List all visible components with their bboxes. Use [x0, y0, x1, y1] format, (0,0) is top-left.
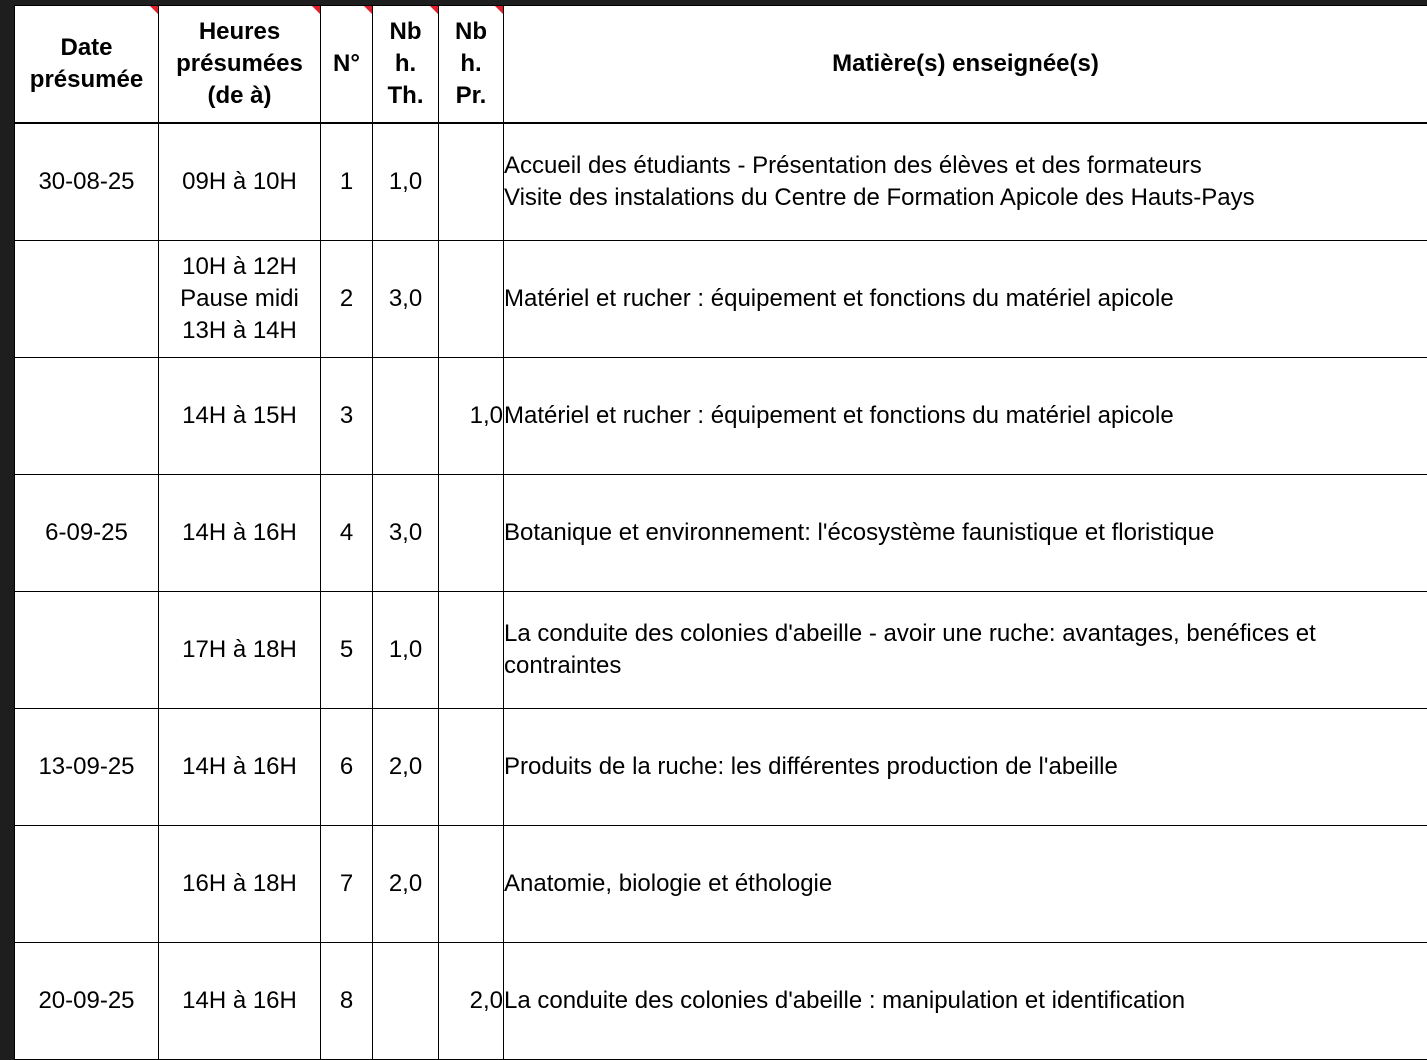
cell-heures[interactable]: [159, 475, 321, 592]
header-date-line: présumée: [15, 64, 158, 96]
header-num-label: N°: [333, 50, 360, 77]
cell-num[interactable]: 8: [321, 943, 373, 1060]
table-row: [15, 241, 1427, 358]
cell-date[interactable]: [15, 592, 159, 709]
header-heures[interactable]: [159, 6, 321, 124]
cell-matiere-line: Matériel et rucher : équipement et fonctions du matériel apicole: [504, 400, 1427, 432]
header-row: [15, 6, 1427, 124]
cell-heures[interactable]: [159, 592, 321, 709]
table-row: [15, 358, 1427, 475]
cell-heures[interactable]: [159, 826, 321, 943]
cell-matiere-line: Visite des instalations du Centre de Formation Apicole des Hauts-Pays: [504, 182, 1427, 214]
header-nb-h-pr[interactable]: [439, 6, 504, 124]
cell-nb-pr[interactable]: [439, 826, 504, 943]
cell-nb-th[interactable]: 2,0: [373, 709, 439, 826]
header-matiere-label: Matière(s) enseignée(s): [832, 50, 1099, 77]
cell-num[interactable]: 2: [321, 241, 373, 358]
cell-matiere[interactable]: [504, 241, 1427, 358]
cell-num[interactable]: 4: [321, 475, 373, 592]
cell-date[interactable]: [15, 826, 159, 943]
header-num[interactable]: [321, 6, 373, 124]
table-row: [15, 123, 1427, 241]
cell-nb-pr[interactable]: 2,0: [439, 943, 504, 1060]
cell-heures-line: 14H à 16H: [159, 985, 320, 1017]
comment-indicator-icon[interactable]: [430, 6, 438, 14]
cell-nb-th[interactable]: 3,0: [373, 475, 439, 592]
cell-heures-line: 14H à 16H: [159, 517, 320, 549]
table-row: [15, 943, 1427, 1060]
cell-heures[interactable]: [159, 943, 321, 1060]
header-nbth-line: h.: [373, 48, 438, 80]
cell-matiere-line: Anatomie, biologie et éthologie: [504, 868, 1427, 900]
cell-heures[interactable]: [159, 123, 321, 241]
cell-matiere-line: Botanique et environnement: l'écosystème faunistique et floristique: [504, 517, 1427, 549]
cell-nb-th[interactable]: 3,0: [373, 241, 439, 358]
spreadsheet-sheet: [14, 5, 1427, 1059]
cell-heures[interactable]: [159, 358, 321, 475]
cell-date[interactable]: [15, 358, 159, 475]
cell-nb-pr[interactable]: [439, 709, 504, 826]
cell-nb-th[interactable]: 1,0: [373, 123, 439, 241]
cell-heures-line: 14H à 15H: [159, 400, 320, 432]
header-nbth-line: Th.: [373, 80, 438, 112]
cell-matiere[interactable]: [504, 475, 1427, 592]
cell-date[interactable]: 30-08-25: [15, 123, 159, 241]
cell-nb-th[interactable]: 2,0: [373, 826, 439, 943]
table-row: [15, 592, 1427, 709]
cell-num[interactable]: 7: [321, 826, 373, 943]
cell-num[interactable]: 6: [321, 709, 373, 826]
table-row: [15, 826, 1427, 943]
training-schedule-table: [14, 5, 1427, 1060]
cell-nb-th[interactable]: 1,0: [373, 592, 439, 709]
cell-heures-line: 10H à 12H: [159, 251, 320, 283]
cell-matiere-line: Produits de la ruche: les différentes production de l'abeille: [504, 751, 1427, 783]
cell-date[interactable]: 13-09-25: [15, 709, 159, 826]
cell-matiere-line: La conduite des colonies d'abeille - avoir une ruche: avantages, benéfices et contraintes: [504, 620, 1316, 679]
cell-nb-pr[interactable]: [439, 123, 504, 241]
header-heures-line: Heures: [159, 16, 320, 48]
header-matiere[interactable]: [504, 6, 1427, 124]
cell-matiere[interactable]: [504, 592, 1427, 709]
comment-indicator-icon[interactable]: [364, 6, 372, 14]
cell-heures-line: 17H à 18H: [159, 634, 320, 666]
cell-num[interactable]: 1: [321, 123, 373, 241]
cell-heures-line: 14H à 16H: [159, 751, 320, 783]
cell-heures-line: Pause midi: [159, 283, 320, 315]
table-row: [15, 709, 1427, 826]
comment-indicator-icon[interactable]: [495, 6, 503, 14]
table-row: [15, 475, 1427, 592]
cell-heures[interactable]: [159, 241, 321, 358]
cell-heures-line: 13H à 14H: [159, 315, 320, 347]
cell-matiere-line: Matériel et rucher : équipement et fonctions du matériel apicole: [504, 283, 1427, 315]
header-date[interactable]: [15, 6, 159, 124]
cell-num[interactable]: 5: [321, 592, 373, 709]
comment-indicator-icon[interactable]: [150, 6, 158, 14]
cell-matiere[interactable]: [504, 358, 1427, 475]
header-nbpr-line: Nb: [439, 16, 503, 48]
cell-nb-pr[interactable]: [439, 475, 504, 592]
comment-indicator-icon[interactable]: [312, 6, 320, 14]
cell-nb-pr[interactable]: [439, 592, 504, 709]
cell-matiere-line: La conduite des colonies d'abeille : manipulation et identification: [504, 985, 1427, 1017]
header-nbth-line: Nb: [373, 16, 438, 48]
cell-date[interactable]: [15, 241, 159, 358]
header-date-line: Date: [15, 32, 158, 64]
header-nb-h-th[interactable]: [373, 6, 439, 124]
cell-matiere[interactable]: [504, 123, 1427, 241]
cell-heures-line: 09H à 10H: [159, 166, 320, 198]
cell-nb-th[interactable]: [373, 358, 439, 475]
cell-nb-th[interactable]: [373, 943, 439, 1060]
cell-matiere[interactable]: [504, 709, 1427, 826]
header-nbpr-line: h.: [439, 48, 503, 80]
cell-num[interactable]: 3: [321, 358, 373, 475]
cell-nb-pr[interactable]: [439, 241, 504, 358]
header-heures-line: (de à): [159, 80, 320, 112]
cell-matiere[interactable]: [504, 943, 1427, 1060]
cell-matiere[interactable]: [504, 826, 1427, 943]
cell-nb-pr[interactable]: 1,0: [439, 358, 504, 475]
header-nbpr-line: Pr.: [439, 80, 503, 112]
cell-date[interactable]: 6-09-25: [15, 475, 159, 592]
cell-date[interactable]: 20-09-25: [15, 943, 159, 1060]
cell-matiere-line: Accueil des étudiants - Présentation des élèves et des formateurs: [504, 150, 1427, 182]
cell-heures[interactable]: [159, 709, 321, 826]
header-heures-line: présumées: [159, 48, 320, 80]
cell-heures-line: 16H à 18H: [159, 868, 320, 900]
